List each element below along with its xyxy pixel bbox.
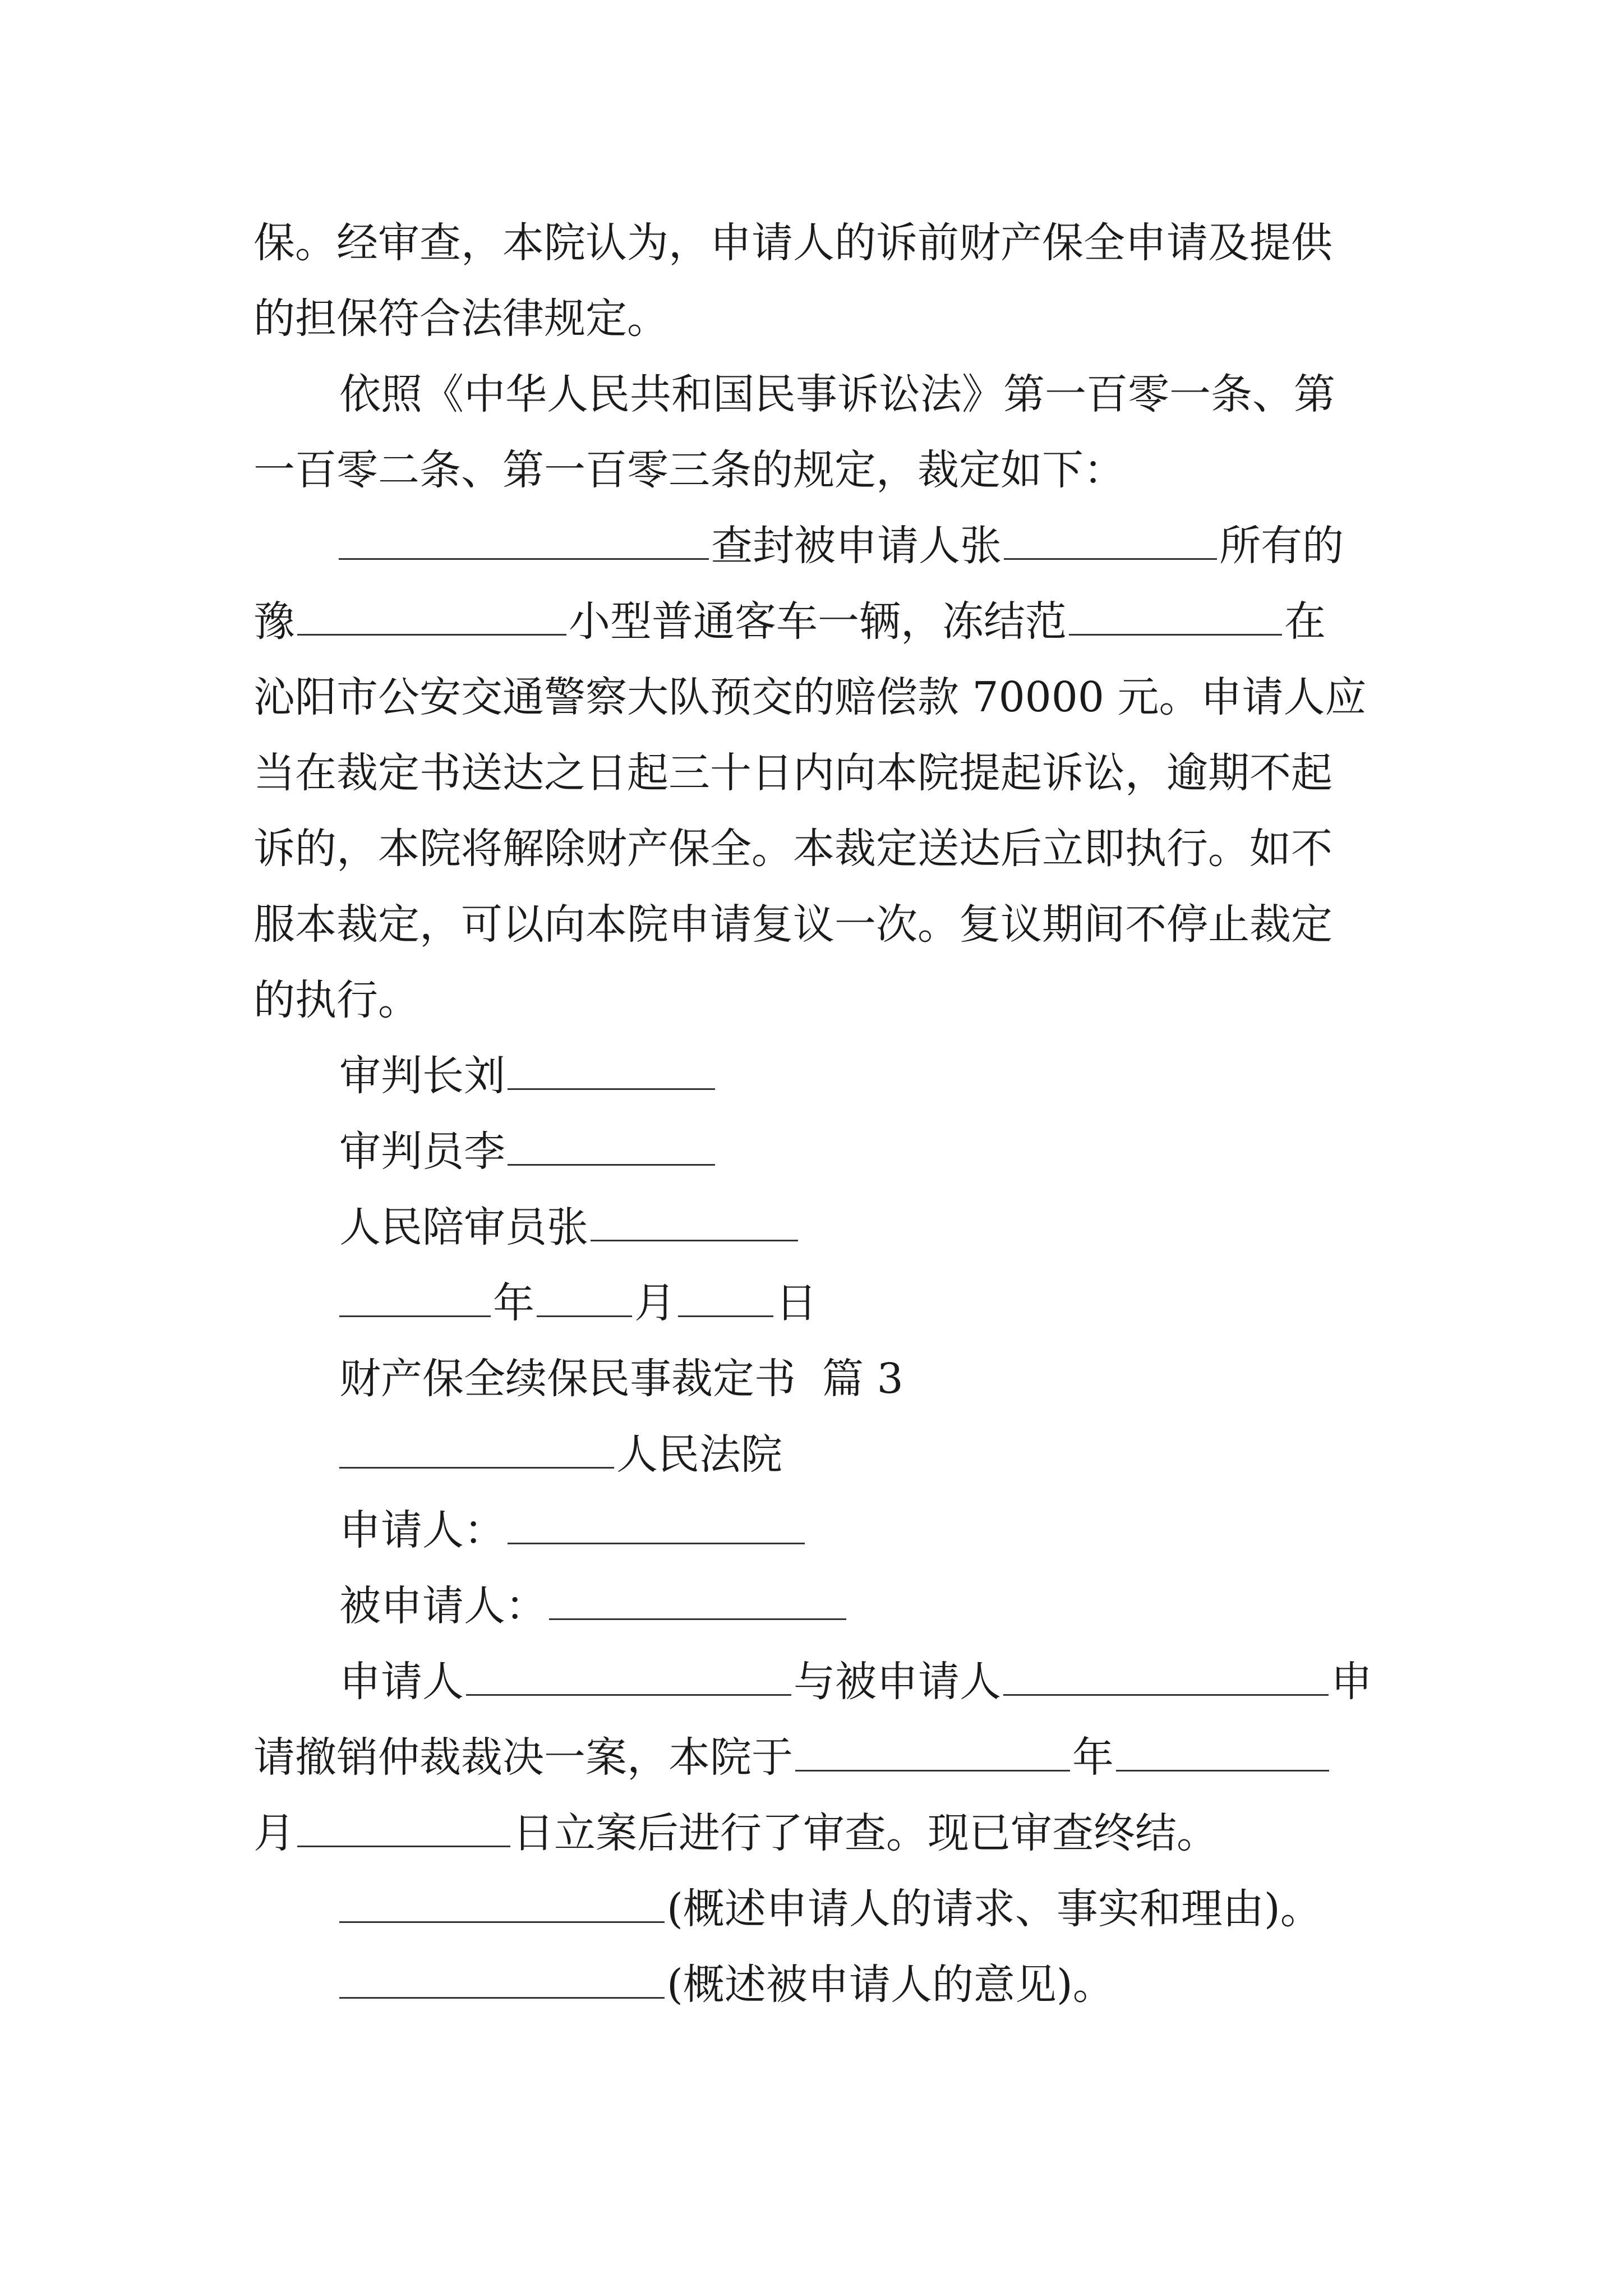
ruling-line-3: 沁阳市公安交通警察大队预交的赔偿款 70000 元。申请人应 [253,673,1367,721]
ruling-text: 小型普通客车一辆，冻结范 [569,597,1067,646]
juror-label: 人民陪审员张 [339,1203,588,1251]
blank-field [508,1131,715,1166]
ruling-line-1 [253,518,1375,574]
case-text: 申 [1331,1658,1372,1706]
case-text: 日立案后进行了审查。现已审查终结。 [513,1809,1218,1857]
day-label: 日 [776,1279,817,1327]
chief-judge-signature [339,1048,1461,1104]
applicant-summary-line [339,1881,1461,1937]
judge-signature [339,1124,1461,1180]
blank-field [339,526,709,560]
paragraph-1-line-2: 的担保符合法律规定。 [253,295,668,343]
ruling-line-7: 的执行。 [253,976,419,1024]
month-label: 月 [634,1279,676,1327]
blank-field [1069,601,1282,636]
judge-label: 审判员李 [339,1128,505,1176]
paragraph-1-line-1: 保。经审查，本院认为，申请人的诉前财产保全申请及提供 [253,219,1332,267]
applicant-line [339,1502,1461,1558]
blank-field [339,1434,614,1469]
respondent-summary: (概述被申请人的意见)。 [667,1961,1114,2009]
blank-field [508,1510,805,1544]
case-text: 与被申请人 [794,1658,1001,1706]
ruling-line-5: 诉的，本院将解除财产保全。本裁定送达后立即执行。如不 [253,825,1332,873]
ruling-line-2 [253,593,1375,650]
case-line-1 [339,1654,1461,1710]
ruling-text: 豫 [253,597,295,646]
applicant-summary: (概述申请人的请求、事实和理由)。 [667,1885,1322,1933]
blank-field [466,1662,791,1696]
blank-field [1004,526,1217,560]
blank-field [297,1813,510,1847]
case-text: 月 [253,1809,295,1857]
ruling-text: 查封被申请人张 [711,522,1002,570]
blank-field [795,1737,1070,1772]
respondent-line [339,1578,1461,1634]
case-text: 请撤销仲裁裁决一案，本院于 [253,1733,793,1782]
case-text: 申请人 [339,1658,464,1706]
ruling-text: 在 [1284,597,1326,646]
blank-field [1116,1737,1329,1772]
respondent-label: 被申请人： [339,1582,547,1630]
blank-field [297,601,566,636]
blank-field [591,1207,798,1241]
blank-field [678,1283,773,1317]
paragraph-2-line-1: 依照《中华人民共和国民事诉讼法》第一百零一条、第 [339,370,1335,418]
court-line [339,1427,1461,1483]
respondent-summary-line [339,1957,1461,2013]
section-title: 财产保全续保民事裁定书 篇 3 [339,1355,903,1403]
year-label: 年 [493,1279,534,1327]
case-line-2 [253,1729,1375,1786]
ruling-line-6: 服本裁定，可以向本院申请复议一次。复议期间不停止裁定 [253,900,1332,949]
case-line-3 [253,1805,1375,1861]
blank-field [549,1586,846,1620]
blank-field [339,1283,491,1317]
blank-field [1003,1662,1329,1696]
blank-field [339,1964,665,1999]
juror-signature [339,1199,1461,1255]
blank-field [508,1056,715,1090]
applicant-label: 申请人： [339,1506,505,1554]
case-text: 年 [1072,1733,1114,1782]
court-label: 人民法院 [616,1430,782,1479]
ruling-line-4: 当在裁定书送达之日起三十日内向本院提起诉讼，逾期不起 [253,749,1332,797]
chief-judge-label: 审判长刘 [339,1052,505,1100]
ruling-text: 所有的 [1219,522,1344,570]
date-line [339,1275,1461,1331]
paragraph-2-line-2: 一百零二条、第一百零三条的规定，裁定如下： [253,446,1125,494]
blank-field [339,1889,665,1923]
blank-field [537,1283,632,1317]
